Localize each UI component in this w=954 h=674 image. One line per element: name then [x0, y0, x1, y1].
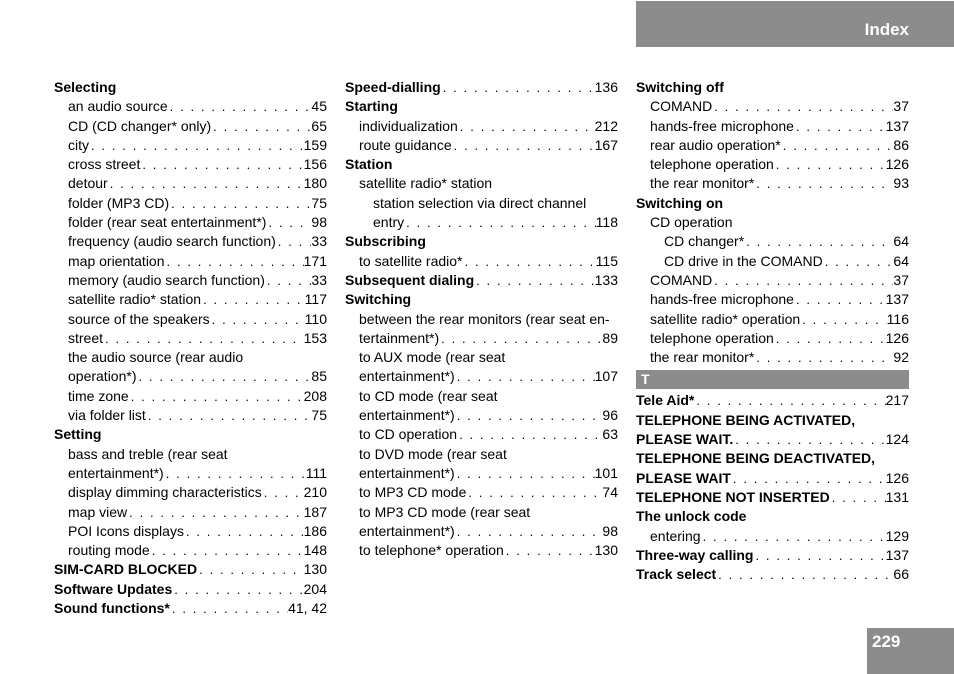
dot-leader: [89, 136, 304, 155]
dot-leader: [164, 464, 306, 483]
index-sub-entry: [345, 252, 618, 271]
index-sub-entry: [54, 348, 327, 367]
entry-page-ref: 137: [885, 291, 909, 308]
entry-page-ref: 115: [595, 252, 618, 269]
entry-term: station selection via direct channel: [373, 194, 587, 211]
entry-page-ref: 65: [311, 117, 327, 134]
entry-term: COMAND: [650, 271, 713, 288]
entry-page-ref: 186: [303, 522, 327, 539]
entry-term: hands-free microphone: [650, 291, 794, 308]
index-sub-entry: [345, 117, 618, 136]
dot-leader: [140, 155, 303, 174]
entry-term: Track select: [636, 566, 717, 583]
entry-term: source of the speakers: [68, 310, 210, 327]
entry-term: The unlock code: [636, 508, 747, 525]
entry-page-ref: 129: [885, 527, 909, 544]
index-sub-entry: [345, 464, 618, 483]
entry-page-ref: 130: [594, 542, 618, 559]
entry-page-ref: 204: [303, 580, 327, 597]
index-main-entry: [636, 546, 909, 565]
entry-term: folder (MP3 CD): [68, 194, 170, 211]
entry-term: route guidance: [359, 136, 452, 153]
entry-term: tertainment*): [359, 329, 440, 346]
entry-term: cross street: [68, 156, 141, 173]
index-sub-entry: [54, 406, 327, 425]
entry-term: to DVD mode (rear seat: [359, 445, 507, 462]
index-column-1: [54, 78, 327, 618]
dot-leader: [694, 391, 885, 410]
index-sub-entry: [636, 348, 909, 367]
entry-page-ref: 187: [303, 503, 327, 520]
entry-page-ref: 156: [303, 156, 327, 173]
entry-page-ref: 98: [311, 214, 327, 231]
dot-leader: [712, 271, 893, 290]
dot-leader: [753, 546, 885, 565]
entry-page-ref: 66: [893, 566, 909, 583]
index-main-entry: [636, 507, 909, 526]
entry-term: satellite radio* station: [359, 175, 493, 192]
index-sub-entry: [54, 483, 327, 502]
entry-page-ref: 101: [594, 464, 618, 481]
dot-leader: [184, 522, 304, 541]
index-main-entry: [54, 599, 327, 618]
index-sub-entry: [345, 483, 618, 502]
index-sub-entry: [345, 425, 618, 444]
dot-leader: [127, 503, 304, 522]
index-main-entry: [54, 560, 327, 579]
dot-leader: [211, 117, 311, 136]
entry-page-ref: 130: [303, 561, 327, 578]
index-sub-entry: [636, 310, 909, 329]
entry-term: the rear monitor*: [650, 175, 755, 192]
entry-term: entering: [650, 527, 701, 544]
index-sub-entry: [54, 174, 327, 193]
index-column-3: [636, 78, 909, 584]
dot-leader: [276, 232, 312, 251]
dot-leader: [169, 194, 311, 213]
dot-leader: [455, 367, 595, 386]
entry-page-ref: 86: [893, 136, 909, 153]
entry-page-ref: 33: [311, 233, 327, 250]
index-main-entry: [636, 411, 909, 430]
index-sub-entry: [345, 194, 618, 213]
dot-leader: [794, 117, 886, 136]
entry-page-ref: 212: [594, 117, 618, 134]
dot-leader: [830, 488, 886, 507]
dot-leader: [466, 483, 602, 502]
dot-leader: [168, 97, 312, 116]
index-sub-entry: [636, 136, 909, 155]
entry-page-ref: 159: [303, 136, 327, 153]
entry-term: map orientation: [68, 252, 165, 269]
entry-term: Software Updates: [54, 580, 173, 597]
dot-leader: [172, 580, 303, 599]
dot-leader: [262, 483, 304, 502]
entry-term: time zone: [68, 387, 129, 404]
entry-term: to satellite radio*: [359, 252, 463, 269]
index-sub-entry: [54, 97, 327, 116]
dot-leader: [504, 541, 595, 560]
entry-term: routing mode: [68, 542, 150, 559]
entry-page-ref: 137: [885, 117, 909, 134]
index-sub-entry: [636, 155, 909, 174]
index-main-entry: [345, 271, 618, 290]
entry-page-ref: 63: [602, 426, 618, 443]
dot-leader: [457, 425, 602, 444]
index-sub-entry: [636, 213, 909, 232]
entry-page-ref: 64: [893, 252, 909, 269]
entry-page-ref: 210: [303, 484, 327, 501]
index-sub-entry: [636, 97, 909, 116]
index-sub-entry: [54, 290, 327, 309]
entry-term: city: [68, 136, 89, 153]
entry-term: individualization: [359, 117, 458, 134]
dot-leader: [774, 155, 886, 174]
entry-term: PLEASE WAIT: [636, 469, 731, 486]
entry-term: via folder list: [68, 407, 146, 424]
entry-term: entry: [373, 214, 405, 231]
dot-leader: [404, 213, 596, 232]
index-sub-entry: [54, 136, 327, 155]
index-sub-entry: [636, 329, 909, 348]
index-header-tab: [636, 1, 954, 47]
entry-term: the rear monitor*: [650, 349, 755, 366]
entry-term: CD (CD changer* only): [68, 117, 212, 134]
entry-term: Starting: [345, 98, 398, 115]
entry-page-ref: 111: [305, 464, 327, 481]
entry-page-ref: 96: [602, 407, 618, 424]
entry-page-ref: 131: [885, 488, 909, 505]
index-sub-entry: [54, 232, 327, 251]
entry-term: POI Icons displays: [68, 522, 184, 539]
entry-page-ref: 37: [893, 98, 909, 115]
entry-term: entertainment*): [359, 522, 455, 539]
entry-page-ref: 45: [311, 98, 327, 115]
dot-leader: [439, 329, 602, 348]
entry-page-ref: 92: [893, 349, 909, 366]
index-main-entry: [54, 580, 327, 599]
entry-term: street: [68, 329, 104, 346]
entry-term: Switching: [345, 291, 412, 308]
index-sub-entry: [636, 117, 909, 136]
index-main-entry: [345, 232, 618, 251]
index-sub-entry: [636, 174, 909, 193]
entry-term: entertainment*): [68, 464, 164, 481]
index-main-entry: [636, 565, 909, 584]
index-sub-entry: [54, 271, 327, 290]
entry-term: CD operation: [650, 214, 733, 231]
entry-page-ref: 153: [303, 329, 327, 346]
entry-page-ref: 107: [594, 368, 618, 385]
entry-page-ref: 98: [602, 522, 618, 539]
section-letter-header: T: [636, 370, 909, 389]
index-column-2: [345, 78, 618, 560]
dot-leader: [463, 252, 596, 271]
index-sub-entry: [636, 252, 909, 271]
entry-term: map view: [68, 503, 128, 520]
entry-term: TELEPHONE NOT INSERTED: [636, 488, 830, 505]
entry-page-ref: 85: [311, 368, 327, 385]
entry-term: hands-free microphone: [650, 117, 794, 134]
dot-leader: [266, 213, 311, 232]
index-sub-entry: [54, 387, 327, 406]
entry-page-ref: 171: [303, 252, 327, 269]
entry-term: an audio source: [68, 98, 168, 115]
entry-page-ref: 133: [594, 271, 618, 288]
index-sub-entry: [345, 367, 618, 386]
entry-term: satellite radio* station: [68, 291, 202, 308]
dot-leader: [108, 174, 304, 193]
entry-term: Selecting: [54, 79, 117, 95]
dot-leader: [800, 310, 886, 329]
entry-page-ref: 167: [594, 136, 618, 153]
index-main-entry: [54, 425, 327, 444]
index-sub-entry: [54, 329, 327, 348]
index-sub-entry: [345, 213, 618, 232]
entry-term: Tele Aid*: [636, 392, 695, 409]
dot-leader: [823, 252, 894, 271]
dot-leader: [781, 136, 894, 155]
index-sub-entry: [54, 252, 327, 271]
index-sub-entry: [636, 527, 909, 546]
index-sub-entry: [636, 232, 909, 251]
index-sub-entry: [345, 136, 618, 155]
entry-term: Sound functions*: [54, 600, 170, 617]
entry-term: bass and treble (rear seat: [68, 445, 228, 462]
entry-page-ref: 124: [885, 431, 909, 448]
page-number-tab: [867, 628, 954, 674]
index-sub-entry: [345, 174, 618, 193]
entry-term: to telephone* operation: [359, 542, 504, 559]
index-sub-entry: [345, 406, 618, 425]
entry-term: Speed-dialling: [345, 79, 441, 95]
index-sub-entry: [636, 290, 909, 309]
index-sub-entry: [345, 522, 618, 541]
dot-leader: [794, 290, 886, 309]
entry-term: to MP3 CD mode: [359, 484, 467, 501]
index-main-entry: [636, 194, 909, 213]
entry-page-ref: 126: [885, 329, 909, 346]
index-main-entry: [54, 78, 327, 97]
entry-page-ref: 126: [885, 469, 909, 486]
dot-leader: [474, 271, 595, 290]
entry-term: entertainment*): [359, 464, 455, 481]
entry-term: SIM-CARD BLOCKED: [54, 561, 198, 578]
dot-leader: [210, 310, 305, 329]
entry-page-ref: 64: [893, 233, 909, 250]
index-sub-entry: [54, 464, 327, 483]
dot-leader: [754, 174, 893, 193]
entry-term: Setting: [54, 426, 102, 443]
index-sub-entry: [345, 329, 618, 348]
dot-leader: [265, 271, 312, 290]
index-main-entry: [345, 155, 618, 174]
dot-leader: [733, 430, 885, 449]
entry-page-ref: 41, 42: [288, 600, 327, 617]
entry-page-ref: 74: [602, 484, 618, 501]
entry-term: telephone operation: [650, 156, 774, 173]
index-sub-entry: [54, 522, 327, 541]
entry-page-ref: 136: [594, 79, 618, 95]
entry-term: CD changer*: [664, 233, 745, 250]
index-main-entry: [636, 488, 909, 507]
entry-term: entertainment*): [359, 368, 455, 385]
entry-term: TELEPHONE BEING DEACTIVATED,: [636, 450, 876, 467]
dot-leader: [455, 522, 603, 541]
index-main-entry: [345, 78, 618, 97]
dot-leader: [129, 387, 304, 406]
entry-term: memory (audio search function): [68, 271, 265, 288]
entry-term: CD drive in the COMAND: [664, 252, 823, 269]
index-main-entry: [345, 97, 618, 116]
entry-page-ref: 33: [311, 271, 327, 288]
index-sub-entry: [54, 503, 327, 522]
dot-leader: [201, 290, 305, 309]
entry-page-ref: 75: [311, 194, 327, 211]
entry-term: to CD mode (rear seat: [359, 387, 498, 404]
entry-term: COMAND: [650, 98, 713, 115]
index-main-entry: [636, 449, 909, 468]
entry-page-ref: 37: [893, 271, 909, 288]
index-sub-entry: [54, 155, 327, 174]
entry-page-ref: 75: [311, 407, 327, 424]
entry-term: rear audio operation*: [650, 136, 781, 153]
dot-leader: [165, 252, 304, 271]
entry-page-ref: 116: [886, 310, 909, 327]
entry-page-ref: 110: [304, 310, 327, 327]
entry-page-ref: 118: [595, 214, 618, 231]
entry-page-ref: 208: [303, 387, 327, 404]
entry-term: Switching off: [636, 79, 724, 95]
entry-term: the audio source (rear audio: [68, 349, 244, 366]
dot-leader: [455, 406, 603, 425]
entry-page-ref: 89: [602, 329, 618, 346]
index-sub-entry: [54, 445, 327, 464]
entry-term: folder (rear seat entertainment*): [68, 214, 267, 231]
dot-leader: [774, 329, 886, 348]
index-sub-entry: [54, 367, 327, 386]
index-sub-entry: [345, 310, 618, 329]
index-main-entry: [636, 78, 909, 97]
dot-leader: [146, 406, 312, 425]
dot-leader: [744, 232, 893, 251]
dot-leader: [197, 560, 304, 579]
index-main-entry: [636, 391, 909, 410]
dot-leader: [170, 599, 288, 618]
entry-page-ref: 137: [885, 546, 909, 563]
index-sub-entry: [345, 348, 618, 367]
dot-leader: [716, 565, 893, 584]
dot-leader: [455, 464, 595, 483]
index-main-entry: [636, 469, 909, 488]
dot-leader: [137, 367, 312, 386]
entry-term: Subscribing: [345, 233, 426, 250]
entry-term: Switching on: [636, 194, 724, 211]
entry-term: display dimming characteristics: [68, 484, 262, 501]
index-sub-entry: [54, 541, 327, 560]
entry-term: to CD operation: [359, 426, 458, 443]
index-sub-entry: [54, 194, 327, 213]
entry-term: to AUX mode (rear seat: [359, 349, 506, 366]
entry-term: Station: [345, 156, 393, 173]
dot-leader: [701, 527, 886, 546]
entry-page-ref: 126: [885, 156, 909, 173]
dot-leader: [731, 469, 886, 488]
entry-page-ref: 93: [893, 175, 909, 192]
dot-leader: [712, 97, 893, 116]
entry-term: telephone operation: [650, 329, 774, 346]
entry-term: operation*): [68, 368, 137, 385]
entry-term: between the rear monitors (rear seat en-: [359, 310, 610, 327]
entry-page-ref: 180: [303, 175, 327, 192]
index-sub-entry: [54, 213, 327, 232]
entry-term: PLEASE WAIT.: [636, 431, 734, 448]
dot-leader: [441, 78, 595, 97]
header-title: Index: [864, 20, 909, 39]
entry-term: satellite radio* operation: [650, 310, 801, 327]
entry-page-ref: 117: [304, 291, 327, 308]
index-sub-entry: [54, 117, 327, 136]
page-number: 229: [872, 632, 901, 651]
index-sub-entry: [636, 271, 909, 290]
entry-term: Three-way calling: [636, 546, 754, 563]
dot-leader: [452, 136, 595, 155]
index-sub-entry: [345, 541, 618, 560]
entry-term: frequency (audio search function): [68, 233, 276, 250]
dot-leader: [103, 329, 304, 348]
index-sub-entry: [54, 310, 327, 329]
entry-term: to MP3 CD mode (rear seat: [359, 503, 531, 520]
entry-term: detour: [68, 175, 108, 192]
entry-term: entertainment*): [359, 407, 455, 424]
index-sub-entry: [345, 387, 618, 406]
entry-term: TELEPHONE BEING ACTIVATED,: [636, 411, 856, 428]
entry-page-ref: 217: [885, 392, 909, 409]
index-sub-entry: [345, 503, 618, 522]
index-main-entry: [636, 430, 909, 449]
entry-page-ref: 148: [303, 542, 327, 559]
dot-leader: [150, 541, 304, 560]
dot-leader: [754, 348, 893, 367]
entry-term: Subsequent dialing: [345, 271, 475, 288]
index-main-entry: [345, 290, 618, 309]
index-sub-entry: [345, 445, 618, 464]
dot-leader: [458, 117, 595, 136]
